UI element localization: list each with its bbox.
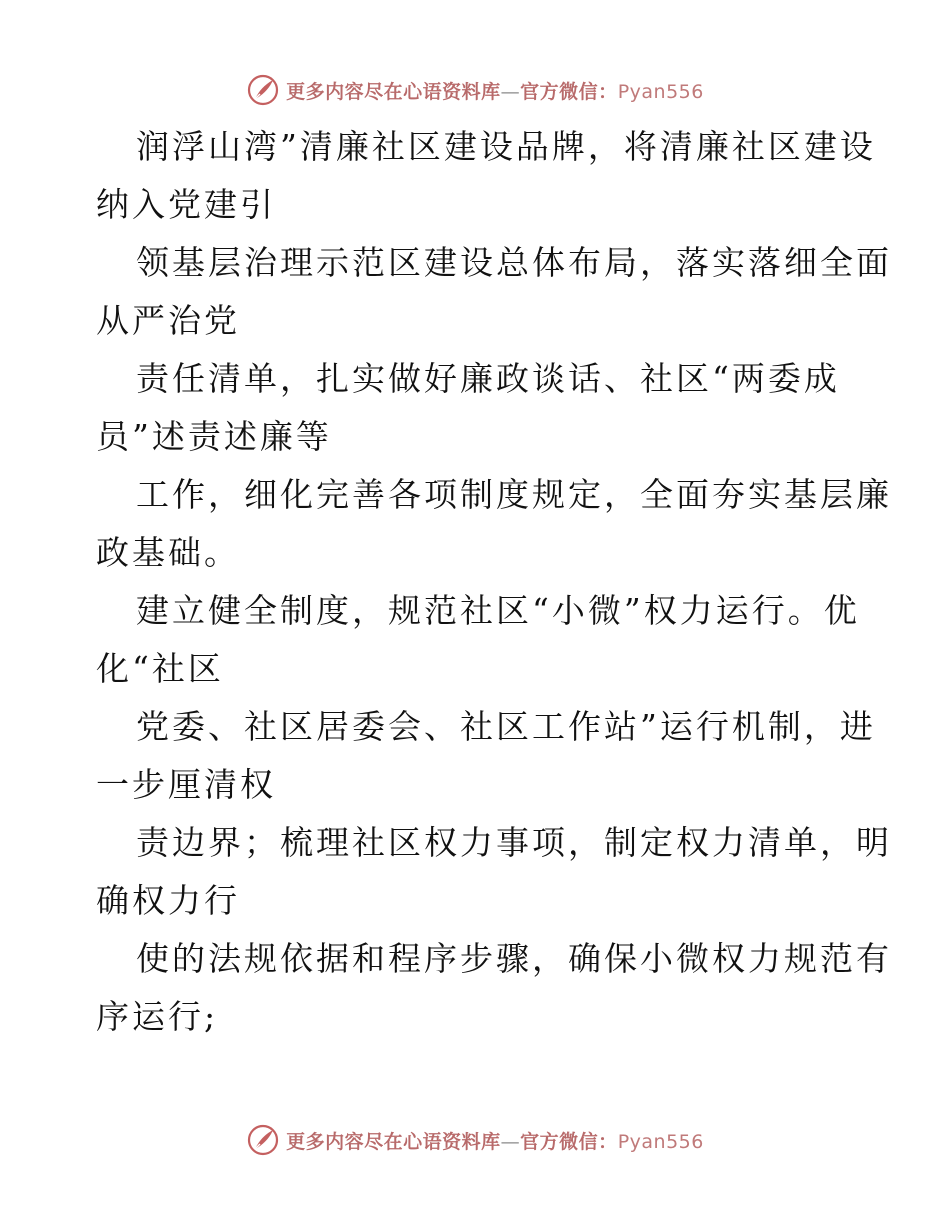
paragraph: 建立健全制度，规范社区“小微”权力运行。优 化“社区 <box>96 591 860 688</box>
quill-pen-logo-icon <box>246 73 280 107</box>
paragraph: 润浮山湾”清廉社区建设品牌，将清廉社区建设 纳入党建引 <box>96 127 876 224</box>
paragraph: 工作，细化完善各项制度规定，全面夯实基层廉 政基础。 <box>96 475 892 572</box>
paragraph: 责边界；梳理社区权力事项，制定权力清单，明 确权力行 <box>96 823 892 920</box>
footer-watermark <box>0 1120 950 1160</box>
paragraph: 党委、社区居委会、社区工作站”运行机制，进 一步厘清权 <box>96 707 876 804</box>
watermark-text: 更多内容尽在心语资料库—官方微信：Pyan556 <box>286 80 704 103</box>
paragraph: 责任清单，扎实做好廉政谈话、社区“两委成 员”述责述廉等 <box>96 359 840 456</box>
paragraph: 领基层治理示范区建设总体布局，落实落细全面 从严治党 <box>96 243 892 340</box>
header-watermark <box>0 70 950 110</box>
quill-pen-logo-icon <box>246 1123 280 1157</box>
paragraph: 使的法规依据和程序步骤，确保小微权力规范有 序运行; <box>96 939 892 1036</box>
document-body <box>96 118 892 1046</box>
watermark-text: 更多内容尽在心语资料库—官方微信：Pyan556 <box>286 1130 704 1153</box>
